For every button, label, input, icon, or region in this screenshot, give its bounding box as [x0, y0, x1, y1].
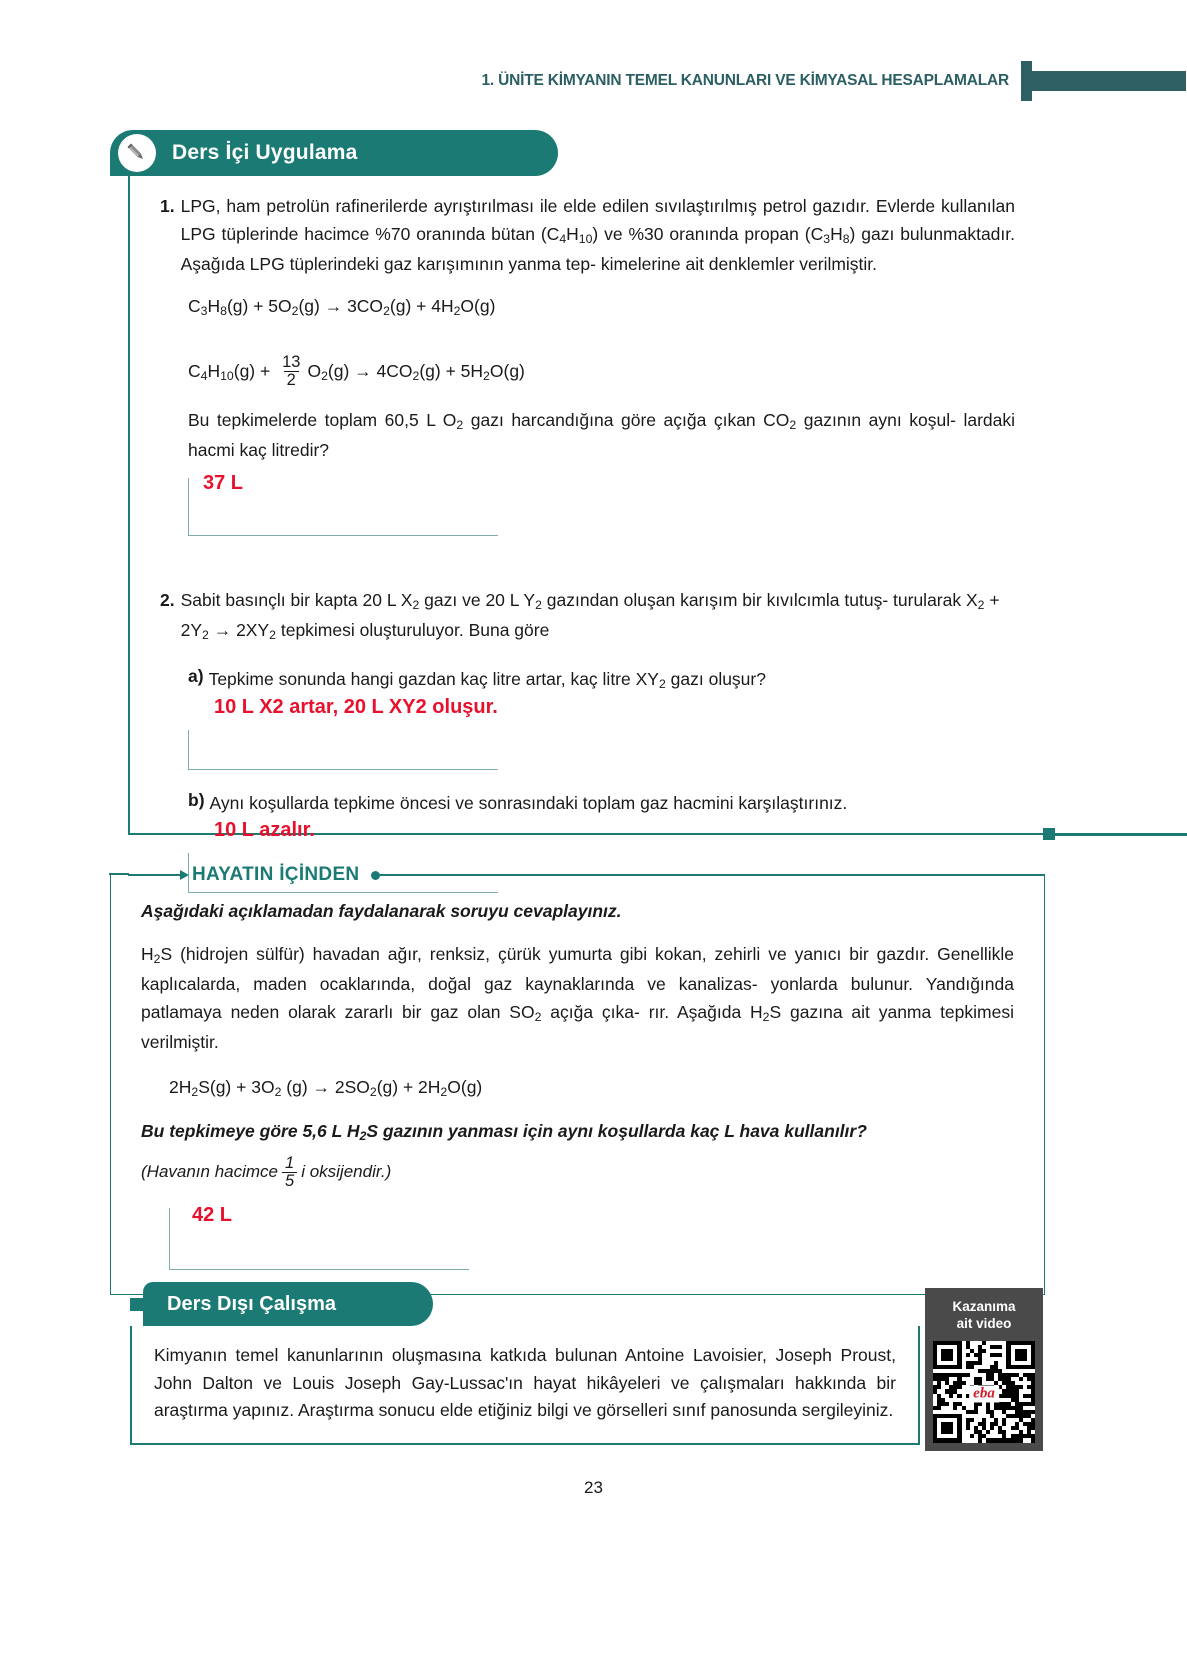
q1-closing-sub2: 2 — [789, 417, 797, 432]
question-1-equation-2 — [130, 354, 1045, 390]
hayatin-note-fraction — [282, 1155, 297, 1191]
qr-card-title — [933, 1298, 1035, 1333]
question-2 — [130, 586, 1045, 646]
eq1-sub-8: 8 — [220, 303, 227, 318]
q1-line3c: ) gazı bulunmaktadır. Aşağıda LPG tüplerindeki gaz karışımının yanma tep- — [180, 224, 1015, 275]
lesson-practice-label: Ders İçi Uygulama — [172, 141, 358, 164]
eq1-sub-o2: 2 — [291, 303, 299, 318]
eq2-frac-denominator: 2 — [284, 371, 299, 389]
question-2a-text — [209, 666, 766, 694]
ders-disi-body — [130, 1326, 920, 1445]
hayat-p4a: rır. Aşağıda H — [648, 1002, 763, 1023]
q1-line4: kimelerine ait denklemler verilmiştir. — [600, 254, 878, 275]
q1-sub-8: 8 — [842, 232, 850, 247]
disi-line2: Proust, John Dalton ve Louis Joseph Gay-Lussac'ın hayat hikâyeleri ve çalışmaları — [154, 1345, 896, 1393]
q1-line2a: Evlerde kullanılan LPG tüplerinde hacimce %70 oranında bütan (C — [180, 196, 1015, 245]
box-top-left-stub — [109, 873, 129, 875]
q2-line1a: Sabit basınçlı bir kapta 20 L X — [180, 589, 413, 610]
q2a-text-b: gazı oluşur? — [665, 668, 766, 689]
q1-closing-a: Bu tepkimelerde toplam 60,5 L O — [188, 409, 457, 430]
hayat-p1a: H — [141, 944, 154, 964]
hayatin-icinden-box — [110, 875, 1045, 1295]
pencil-icon — [118, 134, 156, 172]
ders-disi-section — [130, 1282, 920, 1445]
q2-line2b: + 2Y — [180, 589, 1000, 640]
page-header — [0, 58, 1187, 104]
header-rectangle — [1032, 70, 1187, 92]
question-2b-answer: 10 L azalır. — [214, 818, 315, 841]
hayat-q-sub: 2 — [359, 1128, 367, 1143]
hayatin-answer-area[interactable] — [169, 1204, 469, 1270]
q1-sub-3: 3 — [823, 232, 831, 247]
question-1 — [130, 192, 1045, 279]
q2-line2c: → 2XY — [208, 619, 270, 640]
body-left-stub — [130, 1302, 154, 1304]
q2-l2-sub1: 2 — [977, 597, 985, 612]
hayat-q-a: Bu tepkimeye göre 5,6 L H — [141, 1120, 360, 1141]
question-2-number: 2. — [160, 589, 175, 610]
q2-line1b: gazı ve 20 L Y — [419, 589, 536, 610]
hayat-p4b: S gazına ait yanma tepkimesi verilmiştir. — [141, 1002, 1014, 1053]
question-2a-answer-area[interactable] — [188, 730, 498, 770]
q1-line3b: H — [830, 224, 843, 245]
question-1-answer-area[interactable] — [188, 471, 498, 536]
hayatin-paragraph — [141, 940, 1014, 1057]
q2-line1c: gazından oluşan karışım bir kıvılcımla tutuş- — [541, 589, 889, 610]
question-2-text — [181, 586, 1015, 646]
eba-brand-label: eba — [969, 1385, 999, 1402]
note-frac-numerator: 1 — [285, 1153, 295, 1172]
eq2-fraction — [279, 354, 303, 390]
hayat-p1b: S (hidrojen sülfür) havadan ağır, renksiz, çürük yumurta gibi kokan, zehirli ve yanıcı bir — [160, 944, 869, 964]
question-2a-label: a) — [188, 665, 204, 686]
question-1-text — [181, 192, 1015, 279]
q1-line2c: ) ve %30 oranında — [592, 224, 739, 245]
disi-line1: Kimyanın temel kanunlarının oluşmasına katkıda bulunan Antoine Lavoisier, Joseph — [154, 1345, 832, 1365]
qr-title-line1: Kazanıma — [952, 1299, 1016, 1314]
qr-code-icon[interactable] — [933, 1341, 1035, 1443]
q2-sub-x2: 2 — [412, 597, 420, 612]
hayat-note-prefix: (Havanın hacimce — [141, 1162, 279, 1182]
ders-disi-text — [154, 1342, 896, 1425]
hayatin-icinden-section — [110, 862, 1045, 1295]
hayat-p3b: açığa çıka- — [541, 1002, 640, 1023]
q1-line3a: propan (C — [744, 224, 824, 245]
q2-l2-sub3: 2 — [269, 627, 276, 642]
q2a-text-a: Tepkime sonunda hangi gazdan kaç litre artar, kaç litre XY — [208, 668, 659, 689]
hayatin-question — [141, 1121, 1014, 1143]
hayatin-icinden-title: HAYATIN İÇİNDEN — [192, 864, 360, 885]
hayatin-note — [141, 1155, 1014, 1191]
hayat-p1-sub: 2 — [153, 952, 161, 967]
q2-l2-sub2: 2 — [202, 627, 209, 642]
disi-line4: panosunda sergileyiniz. — [710, 1400, 894, 1421]
q1-closing-c: gazının aynı koşul- — [796, 409, 956, 430]
q1-closing-sub1: 2 — [456, 417, 464, 432]
q1-closing-b: gazı harcandığına göre açığa çıkan CO — [463, 409, 790, 430]
q1-sub-4: 4 — [559, 232, 567, 247]
note-frac-denominator: 5 — [282, 1172, 297, 1190]
disi-line3: hakkında bir araştırma yapınız. Araştırma sonucu elde etiğiniz bilgi ve görselleri sınıf — [154, 1372, 896, 1421]
lesson-practice-box — [110, 130, 1045, 841]
ders-disi-banner-row — [130, 1282, 920, 1326]
question-2a — [130, 666, 1045, 694]
eq1-sub-3: 3 — [200, 303, 208, 318]
header-decoration — [1021, 61, 1187, 101]
question-1-number: 1. — [160, 196, 175, 216]
question-2b-label: b) — [188, 789, 205, 810]
question-1-answer: 37 L — [203, 471, 244, 494]
hayatin-equation: $2H_2S(g) + 3O_2$ $(g) \to 2SO_2(g) + 2H_2O(g)$ — [169, 1076, 483, 1099]
hayat-p2: gazdır. Genellikle kaplıcalarda, maden ocaklarında, doğal gaz kaynaklarında ve kanalizas- — [141, 944, 1014, 994]
page-number: 23 — [584, 1478, 603, 1497]
ders-disi-label: Ders Dışı Çalışma — [167, 1292, 336, 1315]
hayat-p4-sub: 2 — [762, 1010, 770, 1025]
q2-sub-y2: 2 — [535, 597, 542, 612]
q1-sub-10: 10 — [578, 232, 593, 247]
q1-closing-line2: lardaki hacmi kaç litredir? — [188, 409, 1016, 460]
eq1-sub-h2o: 2 — [453, 303, 461, 318]
eq2-lhs: $C_4H_{10}(g)$ + — [188, 360, 276, 383]
q2-line2d: tepkimesi oluşturuluyor. Buna göre — [275, 619, 550, 640]
question-2b-text: Aynı koşullarda tepkime öncesi ve sonrasındaki toplam gaz hacmini karşılaştırınız. — [209, 792, 848, 813]
ders-disi-banner — [143, 1282, 403, 1326]
eq2-rhs: $O_2(g) \to 4CO_2(g) + 5H_2O(g)$ — [307, 360, 525, 383]
qr-video-card[interactable] — [925, 1288, 1043, 1451]
q1-line2b: H — [566, 224, 579, 245]
lesson-bottom-extension — [1045, 833, 1187, 836]
hayat-q-b: S gazının yanması için aynı koşullarda kaç L hava kullanılır? — [366, 1120, 867, 1141]
question-2a-answer: 10 L X2 artar, 20 L XY2 oluşur. — [214, 695, 498, 718]
q2a-sub: 2 — [658, 676, 666, 691]
q2-line2a: turularak X — [893, 589, 978, 610]
qr-title-line2: ait video — [956, 1316, 1012, 1332]
hayatin-answer: 42 L — [192, 1204, 233, 1227]
lesson-practice-body — [128, 176, 1045, 841]
q1-line1: LPG, ham petrolün rafinerilerde ayrıştırılması ile elde edilen sıvılaştırılmış petrol gazıdır. — [180, 196, 870, 216]
eq1-sub-co2: 2 — [383, 303, 390, 318]
hayat-note-suffix: i oksijendir.) — [301, 1162, 392, 1182]
lesson-practice-banner — [110, 130, 510, 176]
unit-title: 1. ÜNİTE KİMYANIN TEMEL KANUNLARI VE KİMYASAL HESAPLAMALAR — [481, 72, 1009, 89]
hayatin-intro: Aşağıdaki açıklamadan faydalanarak soruyu cevaplayınız. — [141, 901, 622, 921]
hayat-p3-sub: 2 — [534, 1010, 542, 1025]
eq2-frac-numerator: 13 — [282, 353, 301, 372]
question-1-closing — [130, 406, 1045, 464]
question-1-equation-1: $C_3H_8(g) + 5O_2(g) \to 3CO_2(g) + 4H_2O(g)$ — [188, 295, 496, 318]
header-vertical-bar — [1021, 61, 1032, 101]
hayat-p3a: yonlarda bulunur. Yandığında patlamaya neden olarak zararlı bir gaz olan SO — [141, 973, 1014, 1023]
question-2b — [130, 790, 1045, 817]
